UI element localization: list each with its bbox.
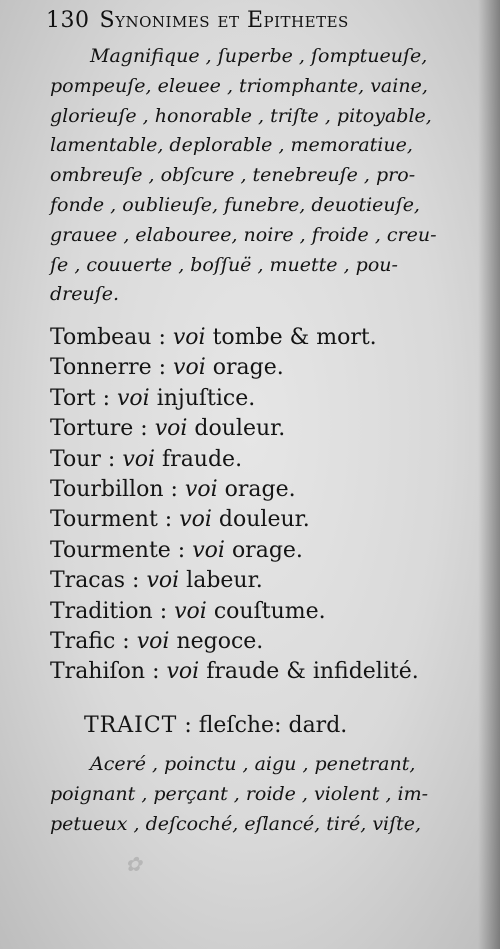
- entry-ref: orage.: [224, 477, 296, 503]
- entry-word: Tour: [50, 446, 101, 472]
- see-marker: voi: [192, 537, 225, 563]
- text-line: Aceré , poinctu , aigu , penetrant,: [90, 753, 416, 775]
- see-marker: voi: [146, 568, 180, 594]
- see-marker: voi: [166, 659, 200, 685]
- entry-word: Tourbillon: [50, 477, 164, 503]
- entry-word: Trafic: [50, 629, 116, 655]
- text-line: dreuſe.: [50, 283, 120, 306]
- page-gutter-shadow: [478, 0, 500, 949]
- text-line: ſe , couuerte , boſſuë , muette , pou-: [50, 253, 398, 276]
- entry-row: Tourbillon : voi orage.: [50, 477, 296, 503]
- text-line: glorieuſe , honorable , triſte , pitoyable,: [50, 104, 432, 127]
- see-marker: voi: [136, 629, 170, 655]
- entry-row: Tourmente : voi orage.: [50, 537, 303, 563]
- show-through-ink: ✿: [125, 852, 142, 876]
- see-marker: voi: [179, 507, 212, 533]
- entry-ref: douleur.: [218, 507, 310, 533]
- upper-epithets-paragraph: [50, 42, 470, 310]
- text-line: ombreuſe , obſcure , tenebreuſe , pro-: [50, 164, 416, 187]
- text-line: fonde , oublieuſe, funebre, deuotieuſe,: [50, 193, 420, 216]
- entry-ref: douleur.: [194, 416, 286, 442]
- entry-word: Tourment: [50, 507, 158, 533]
- see-marker: voi: [184, 477, 218, 503]
- entry-ref: orage.: [231, 537, 303, 563]
- entry-row: Tourment : voi douleur.: [50, 507, 310, 533]
- see-marker: voi: [116, 385, 150, 411]
- entry-row: Trafic : voi negoce.: [50, 629, 264, 655]
- traict-headword: TRAICT: [84, 713, 178, 738]
- see-marker: voi: [154, 416, 188, 442]
- see-marker: voi: [173, 355, 206, 381]
- text-line: pompeuſe, eleuee , triomphante, vaine,: [50, 74, 428, 97]
- text-line: grauee , elabouree, noire , froide , creu-: [50, 223, 437, 246]
- running-title: Synonimes et Epithetes: [99, 8, 349, 33]
- see-marker: voi: [172, 325, 206, 350]
- entry-word: Tombeau: [50, 325, 152, 350]
- text-line: lamentable, deplorable , memoratiue,: [50, 134, 413, 157]
- entry-word: Tort: [50, 385, 96, 411]
- entry-ref: couſtume.: [213, 598, 326, 624]
- entry-word: Tourmente: [50, 537, 171, 563]
- traict-synonyms: fleſche: dard.: [198, 713, 348, 738]
- entry-word: Torture: [50, 416, 134, 442]
- text-line: Magnifique , ſuperbe , ſomptueuſe,: [90, 45, 428, 67]
- text-line: petueux , deſcoché, eſlancé, tiré, viſte,: [50, 812, 422, 835]
- entry-ref: tombe & mort.: [212, 325, 377, 350]
- see-marker: voi: [122, 446, 156, 472]
- entry-ref: fraude & infidelité.: [206, 659, 419, 685]
- cross-reference-list: [50, 323, 470, 688]
- entry-word: Tracas: [50, 568, 126, 594]
- traict-heading: TRAICT : fleſche: dard.: [84, 713, 348, 738]
- text-line: poignant , perçant , roide , violent , im-: [50, 782, 429, 805]
- entry-row: Tradition : voi couſtume.: [50, 598, 326, 624]
- running-header: [46, 8, 466, 38]
- entry-ref: negoce.: [176, 629, 264, 655]
- entry-row: Tombeau : voi tombe & mort.: [50, 325, 377, 350]
- entry-row: Torture : voi douleur.: [50, 416, 286, 442]
- entry-row: Trahiſon : voi fraude & infidelité.: [50, 659, 419, 685]
- see-marker: voi: [174, 598, 207, 624]
- entry-word: Tonnerre: [50, 355, 152, 381]
- entry-ref: orage.: [212, 355, 284, 381]
- entry-ref: fraude.: [162, 446, 243, 472]
- entry-row: Tort : voi injuſtice.: [50, 385, 256, 411]
- entry-row: Tour : voi fraude.: [50, 446, 243, 472]
- entry-ref: injuſtice.: [156, 385, 256, 411]
- entry-row: Tracas : voi labeur.: [50, 568, 263, 594]
- lower-epithets-paragraph: [50, 750, 470, 839]
- entry-row: Tonnerre : voi orage.: [50, 355, 284, 381]
- entry-word: Tradition: [50, 598, 153, 624]
- page-number: 130: [46, 8, 90, 33]
- entry-word: Trahiſon: [50, 659, 146, 685]
- entry-ref: labeur.: [186, 568, 263, 594]
